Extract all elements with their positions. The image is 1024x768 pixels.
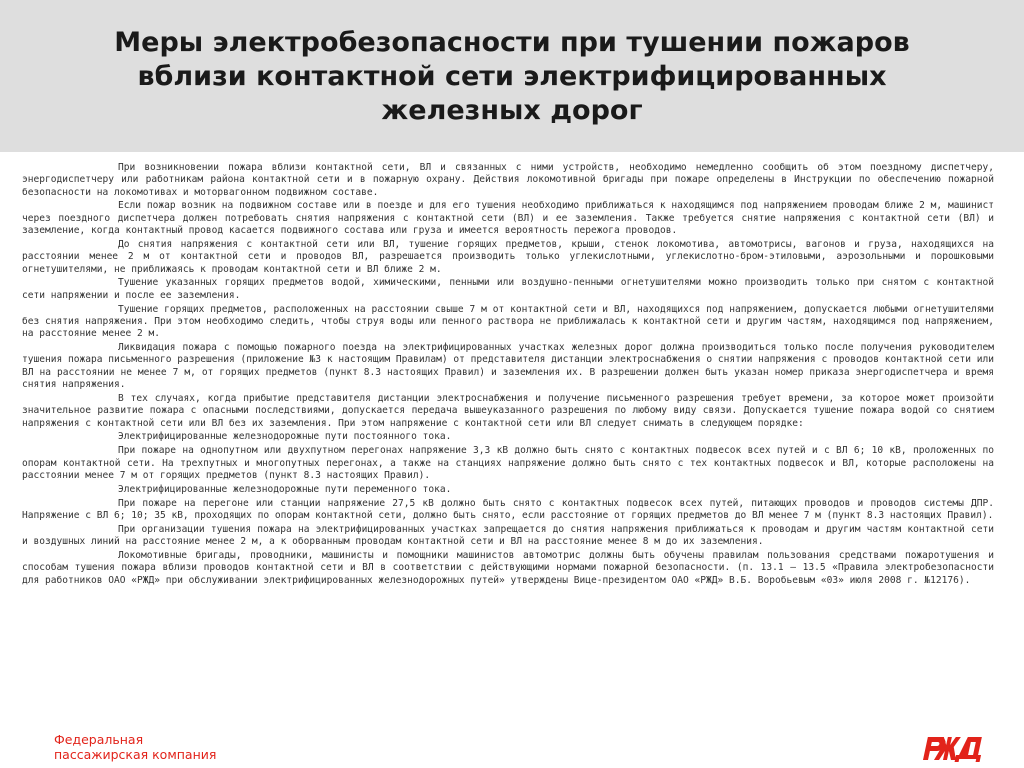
slide-title [0, 26, 1024, 128]
title-line-3: железных дорог [381, 95, 643, 126]
company-name [54, 732, 216, 762]
paragraph-2: Если пожар возник на подвижном составе или в поезде и для его тушения необходимо приближаться к находящимся под напряжением проводам ближе 2 м, машинист через поездного диспетчера должен потребовать снятия напряжения с контактной сети (ВЛ) и ее заземления. Также требуется снятие напряжения с контактной сети (ВЛ) и заземление, когда контактный провод касается подвижного состава или груза и имеется вероятность пережога проводов. [22, 200, 994, 237]
paragraph-5: Тушение горящих предметов, расположенных на расстоянии свыше 7 м от контактной сети и ВЛ, находящихся под напряжением, допускается любыми огнетушителями без снятия напряжения. При этом необходимо следить, чтобы струя воды или пенного раствора не приближалась к контактной сети и другим частям, находящимся под напряжением, на расстояние менее 2 м. [22, 303, 994, 340]
paragraph-6: Ликвидация пожара с помощью пожарного поезда на электрифицированных участках железных дорог должна производиться только после получения руководителем тушения пожара письменного разрешения (приложение №3 к настоящим Правилам) от представителя дистанции электроснабжения о снятии напряжения с проводов контактной сети или ВЛ на расстоянии не менее 7 м, от горящих предметов (пункт 8.3 настоящих Правил) и заземления их. В разрешении должен быть указан номер приказа энергодиспетчера и время снятия напряжения. [22, 342, 994, 391]
title-line-1: Меры электробезопасности при тушении пожаров [114, 27, 910, 58]
paragraph-4: Тушение указанных горящих предметов водой, химическими, пенными или воздушно-пенными огнетушителями можно производить только при снятом с контактной сети напряжении и после ее заземления. [22, 277, 994, 301]
paragraph-12: При организации тушения пожара на электрифицированных участках запрещается до снятия напряжения приближаться к проводам и другим частям контактной сети и воздушных линий на расстояние менее 2 м, а к оборванным проводам контактной сети и ВЛ на расстояние менее 8 м до их заземления. [22, 523, 994, 548]
rzd-logo-icon [916, 727, 988, 767]
company-line-2: пассажирская компания [54, 747, 217, 762]
paragraph-11: При пожаре на перегоне или станции напряжение 27,5 кВ должно быть снято с контактных подвесок всех путей, питающих проводов и проводов системы ДПР. Напряжение с ВЛ 6; 10; 35 кВ, проходящих по опорам контактной сети, должно быть снято, если расстояние от горящих предметов до ВЛ менее 7 м (пункт 8.3 настоящих Правил). [22, 497, 994, 521]
title-line-2: вблизи контактной сети электрифицированных [137, 61, 887, 92]
paragraph-3: До снятия напряжения с контактной сети или ВЛ, тушение горящих предметов, крыши, стенок локомотива, автомотрисы, вагонов и груза, находящихся на расстоянии менее 2 м от контактной сети и проводов ВЛ, разрешается производить только углекислотными, углекислотно-бром-этиловыми, аэрозольными и порошковыми огнетушителями, не приближаясь к проводам контактной сети и ВЛ ближе 2 м. [22, 238, 994, 275]
paragraph-9: При пожаре на однопутном или двухпутном перегонах напряжение 3,3 кВ должно быть снято с контактных подвесок всех путей и с ВЛ 6; 10 кВ, проложенных по опорам контактной сети. На трехпутных и многопутных перегонах, а также на станциях напряжение должно быть снято с тех контактных подвесок и ВЛ, которые расположены на расстоянии менее 7 м от горящих предметов (пункт 8.3 настоящих Правил). [22, 445, 994, 481]
document-body [22, 162, 994, 589]
paragraph-1: При возникновении пожара вблизи контактной сети, ВЛ и связанных с ними устройств, необходимо немедленно сообщить об этом поездному диспетчеру, энергодиспетчеру или работникам района контактной сети и в пожарную охрану. Действия локомотивной бригады при пожаре определены в Инструкции по обеспечению пожарной безопасности на локомотивах и моторвагонном подвижном составе. [22, 162, 994, 198]
paragraph-13: Локомотивные бригады, проводники, машинисты и помощники машинистов автомотрис должны быть обучены правилам пользования средствами пожаротушения и способам тушения пожара вблизи проводов контактной сети и ВЛ в соответствии с действующими нормами пожарной безопасности. (п. 13.1 – 13.5 «Правила электробезопасности для работников ОАО «РЖД» при обслуживании электрифицированных железнодорожных путей» утверждены Вице-президентом ОАО «РЖД» В.Б. Воробьевым «03» июля 2008 г. №12176). [22, 550, 994, 586]
paragraph-10: Электрифицированные железнодорожные пути переменного тока. [118, 483, 452, 495]
paragraph-8: Электрифицированные железнодорожные пути постоянного тока. [118, 431, 452, 443]
paragraph-7: В тех случаях, когда прибытие представителя дистанции электроснабжения и получение письменного разрешения требует времени, за которое может произойти значительное развитие пожара с опасными последствиями, допускается передача вышеуказанного разрешения по любому виду связи. Допускается тушение пожара водой со снятием напряжения с контактной сети или ВЛ без их заземления. При этом напряжение с контактной сети или ВЛ следует снимать в следующем порядке: [22, 392, 994, 429]
company-line-1: Федеральная [54, 732, 144, 747]
